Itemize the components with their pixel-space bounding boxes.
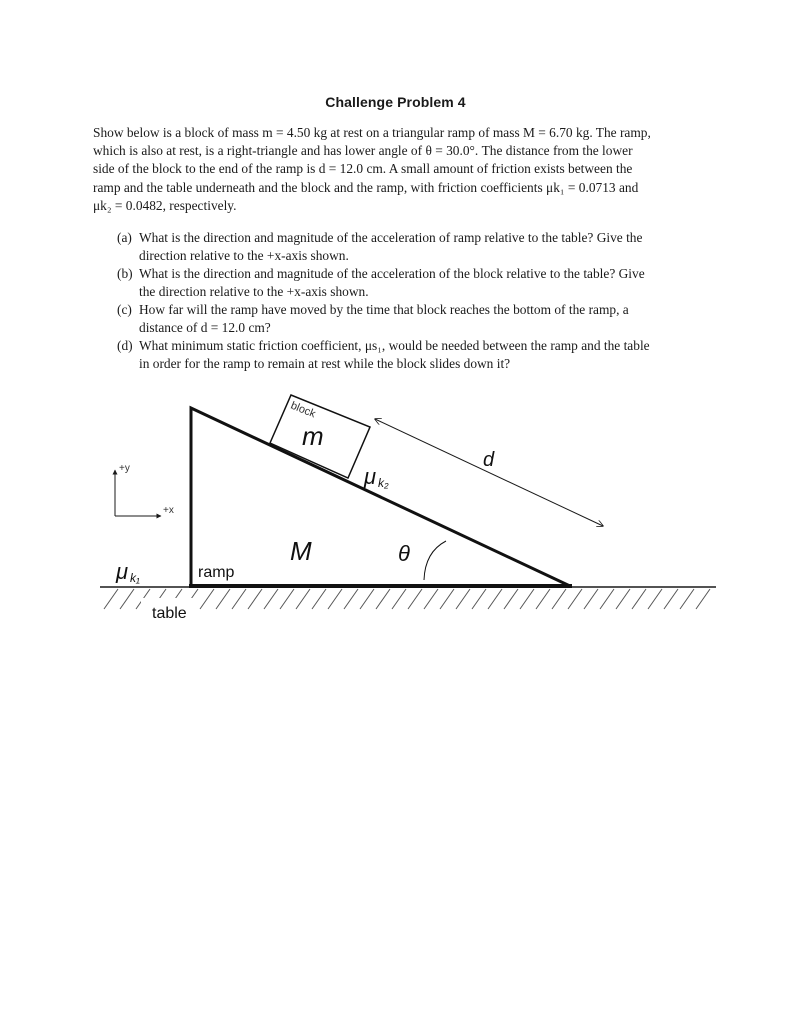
hatch-mark xyxy=(264,589,278,609)
statement-line: μk₂ = 0.0482, respectively. xyxy=(93,197,237,213)
angle-arc xyxy=(424,541,446,580)
hatch-mark xyxy=(616,589,630,609)
axis-y-label: +y xyxy=(119,463,130,474)
question-label: (b) xyxy=(117,266,133,281)
hatch-mark xyxy=(696,589,710,609)
question-line: in order for the ramp to remain at rest while the block slides down it? xyxy=(139,356,511,371)
hatch-mark xyxy=(104,589,118,609)
question-label: (c) xyxy=(117,302,132,317)
hatch-mark xyxy=(280,589,294,609)
axis-indicator xyxy=(115,463,174,516)
ramp-mass-label: M xyxy=(290,536,312,566)
hatch-mark xyxy=(536,589,550,609)
question-label: (a) xyxy=(117,230,132,245)
question-line: How far will the ramp have moved by the time that block reaches the bottom of the ramp, a xyxy=(139,302,629,317)
hatch-mark xyxy=(600,589,614,609)
statement-line: Show below is a block of mass m = 4.50 kg at rest on a triangular ramp of mass M = 6.70 kg. The ramp, xyxy=(93,125,651,140)
block-mass-label: m xyxy=(302,421,324,451)
block-label: block xyxy=(288,399,318,421)
hatch-mark xyxy=(440,589,454,609)
mu-k1-subscript: k₁ xyxy=(130,571,140,585)
statement-line: which is also at rest, is a right-triangle and has lower angle of θ = 30.0°. The distance from the lower xyxy=(93,143,633,159)
hatch-mark xyxy=(200,589,214,609)
hatch-mark xyxy=(248,589,262,609)
hatch-mark xyxy=(296,589,310,609)
question-line: the direction relative to the +x-axis shown. xyxy=(139,284,369,299)
hatch-mark xyxy=(392,589,406,609)
hatch-mark xyxy=(360,589,374,609)
hatch-mark xyxy=(664,589,678,609)
hatch-mark xyxy=(504,589,518,609)
hatch-mark xyxy=(472,589,486,609)
hatch-mark xyxy=(408,589,422,609)
hatch-mark xyxy=(312,589,326,609)
hatch-mark xyxy=(424,589,438,609)
question-line: What is the direction and magnitude of the acceleration of ramp relative to the table? Give the xyxy=(139,230,643,245)
hatch-mark xyxy=(328,589,342,609)
mu-k2-symbol: μ xyxy=(364,464,377,489)
statement-line: side of the block to the end of the ramp is d = 12.0 cm. A small amount of friction exists between the xyxy=(93,161,633,177)
mu-k2-subscript: k₂ xyxy=(378,476,389,490)
hatch-mark xyxy=(632,589,646,609)
hatch-mark xyxy=(344,589,358,609)
hatch-mark xyxy=(520,589,534,609)
mu-k1-symbol: μ xyxy=(116,559,129,584)
hatch-mark xyxy=(216,589,230,609)
question-line: direction relative to the +x-axis shown. xyxy=(139,248,349,263)
question-line: What minimum static friction coefficient, μs₁, would be needed between the ramp and the table xyxy=(139,338,650,353)
angle-label: θ xyxy=(398,541,410,566)
hatch-mark xyxy=(552,589,566,609)
ramp-label: ramp xyxy=(198,564,235,581)
question-label: (d) xyxy=(117,338,133,353)
ramp-triangle xyxy=(191,408,570,586)
table-label: table xyxy=(152,605,187,622)
page-title: Challenge Problem 4 xyxy=(325,94,466,110)
statement-line: ramp and the table underneath and the block and the ramp, with friction coefficients μk₁ = 0.0713 and xyxy=(93,179,639,195)
axis-x-label: +x xyxy=(163,505,174,516)
hatch-mark xyxy=(376,589,390,609)
hatch-mark xyxy=(648,589,662,609)
hatch-mark xyxy=(232,589,246,609)
question-line: What is the direction and magnitude of the acceleration of the block relative to the table? Give xyxy=(139,266,645,281)
distance-label: d xyxy=(483,449,495,471)
hatch-mark xyxy=(568,589,582,609)
hatch-mark xyxy=(584,589,598,609)
hatch-mark xyxy=(456,589,470,609)
hatch-mark xyxy=(488,589,502,609)
hatch-mark xyxy=(120,589,134,609)
question-line: distance of d = 12.0 cm? xyxy=(139,320,271,335)
hatch-mark xyxy=(680,589,694,609)
